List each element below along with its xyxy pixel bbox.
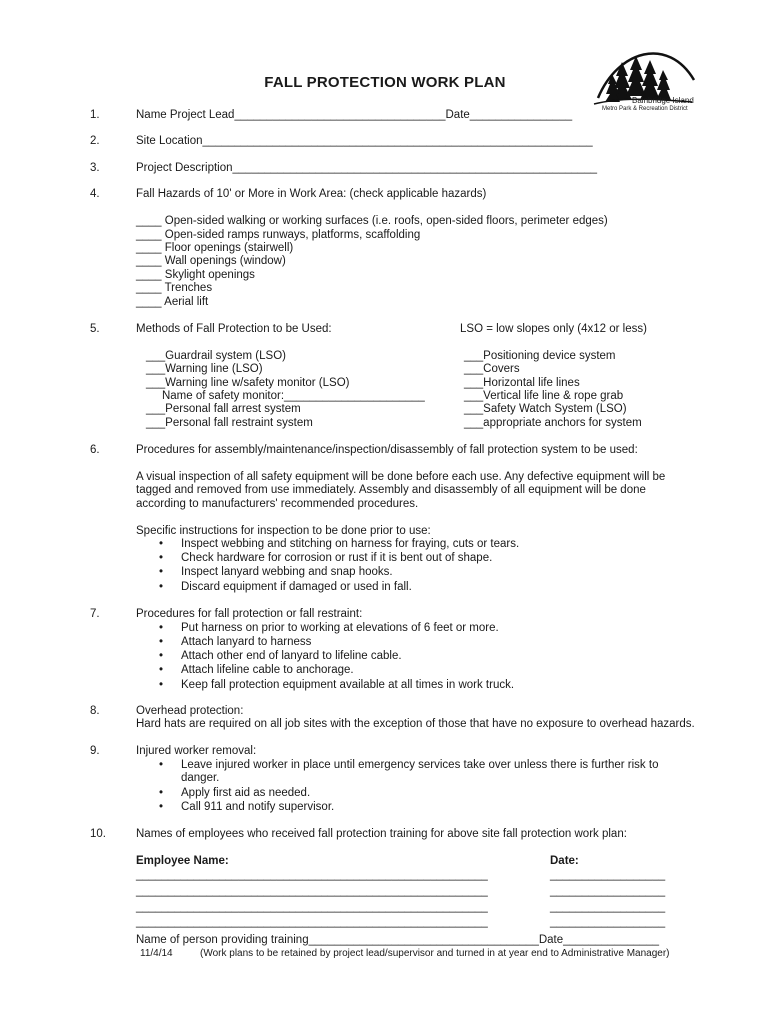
employee-name-line[interactable]: _______________________________________________________ <box>136 869 488 881</box>
bullet-mark: • <box>159 566 164 578</box>
method-checkbox[interactable]: ___Positioning device system <box>464 350 616 362</box>
hazard-checkbox[interactable]: ____ Skylight openings <box>136 269 255 281</box>
employee-name-line[interactable]: _______________________________________________________ <box>136 901 488 913</box>
bullet-mark: • <box>159 538 164 550</box>
list-item: Inspect webbing and stitching on harness for fraying, cuts or tears. <box>181 538 520 550</box>
item-number: 10. <box>90 828 106 840</box>
method-checkbox[interactable]: ___Guardrail system (LSO) <box>146 350 286 362</box>
paragraph-line: A visual inspection of all safety equipment will be done before each use. Any defective equipment will be <box>136 471 666 483</box>
bullet-mark: • <box>159 664 164 676</box>
list-item: Call 911 and notify supervisor. <box>181 801 335 813</box>
hazard-checkbox[interactable]: ____ Aerial lift <box>136 296 209 308</box>
bullet-mark: • <box>159 650 164 662</box>
hazard-checkbox[interactable]: ____ Open-sided walking or working surfaces (i.e. roofs, open-sided floors, perimeter edges) <box>136 215 608 227</box>
list-item: Attach lifeline cable to anchorage. <box>181 664 354 676</box>
list-item: Apply first aid as needed. <box>181 787 311 799</box>
procedures-heading: Procedures for assembly/maintenance/inspection/disassembly of fall protection system to be used: <box>136 444 638 456</box>
list-item: Attach other end of lanyard to lifeline cable. <box>181 650 402 662</box>
hazard-checkbox[interactable]: ____ Floor openings (stairwell) <box>136 242 294 254</box>
hazard-checkbox[interactable]: ____ Open-sided ramps runways, platforms, scaffolding <box>136 229 421 241</box>
project-lead-field[interactable]: Name Project Lead_________________________________Date________________ <box>136 109 573 121</box>
list-item: Keep fall protection equipment available at all times in work truck. <box>181 679 515 691</box>
method-checkbox[interactable]: ___Warning line (LSO) <box>146 363 263 375</box>
list-item: Put harness on prior to working at elevations of 6 feet or more. <box>181 622 499 634</box>
method-checkbox[interactable]: ___Horizontal life lines <box>464 377 580 389</box>
bullet-mark: • <box>159 581 164 593</box>
logo-name: Bainbridge Island <box>632 96 694 105</box>
item-number: 7. <box>90 608 100 620</box>
item-number: 8. <box>90 705 100 717</box>
employee-name-line[interactable]: _______________________________________________________ <box>136 916 488 928</box>
employees-heading: Names of employees who received fall protection training for above site fall protection work plan: <box>136 828 627 840</box>
list-item: Inspect lanyard webbing and snap hooks. <box>181 566 393 578</box>
method-checkbox[interactable]: ___Personal fall arrest system <box>146 403 301 415</box>
bullet-mark: • <box>159 801 164 813</box>
item-number: 5. <box>90 323 100 335</box>
item-number: 9. <box>90 745 100 757</box>
date-line[interactable]: __________________ <box>550 869 666 881</box>
list-item: Check hardware for corrosion or rust if it is bent out of shape. <box>181 552 493 564</box>
method-checkbox[interactable]: ___Personal fall restraint system <box>146 417 313 429</box>
project-description-field[interactable]: Project Description_________________________________________________________ <box>136 162 598 174</box>
fall-hazards-heading: Fall Hazards of 10' or More in Work Area: (check applicable hazards) <box>136 188 487 200</box>
method-checkbox[interactable]: ___Vertical life line & rope grab <box>464 390 624 402</box>
item-number: 3. <box>90 162 100 174</box>
date-line[interactable]: __________________ <box>550 916 666 928</box>
safety-monitor-name-field[interactable]: Name of safety monitor:______________________ <box>146 390 425 402</box>
footer-date: 11/4/14 <box>140 948 173 959</box>
hazard-checkbox[interactable]: ____ Wall openings (window) <box>136 255 286 267</box>
overhead-protection-text: Hard hats are required on all job sites with the exception of those that have no exposure to overhead hazards. <box>136 718 695 730</box>
site-location-field[interactable]: Site Location_____________________________________________________________ <box>136 135 593 147</box>
bullet-mark: • <box>159 552 164 564</box>
fall-protection-methods-heading: Methods of Fall Protection to be Used: <box>136 323 332 335</box>
method-checkbox[interactable]: ___Warning line w/safety monitor (LSO) <box>146 377 350 389</box>
employee-name-header: Employee Name: <box>136 855 229 867</box>
item-number: 2. <box>90 135 100 147</box>
worker-removal-heading: Injured worker removal: <box>136 745 257 757</box>
list-item: Discard equipment if damaged or used in fall. <box>181 581 412 593</box>
date-line[interactable]: __________________ <box>550 901 666 913</box>
trainer-field[interactable]: Name of person providing training____________________________________Date_______________ <box>136 934 660 946</box>
logo-subtitle: Metro Park & Recreation District <box>602 106 688 112</box>
bullet-mark: • <box>159 636 164 648</box>
method-checkbox[interactable]: ___appropriate anchors for system <box>464 417 642 429</box>
list-item: Attach lanyard to harness <box>181 636 312 648</box>
date-line[interactable]: __________________ <box>550 885 666 897</box>
page-title: FALL PROTECTION WORK PLAN <box>264 74 506 91</box>
paragraph-line: tagged and removed from use immediately. Assembly and disassembly of all equipment will be done <box>136 484 646 496</box>
employee-name-line[interactable]: _______________________________________________________ <box>136 885 488 897</box>
paragraph-line: according to manufacturers' recommended procedures. <box>136 498 419 510</box>
specific-instructions: Specific instructions for inspection to be done prior to use: <box>136 525 431 537</box>
item-number: 1. <box>90 109 100 121</box>
item-number: 4. <box>90 188 100 200</box>
bullet-mark: • <box>159 787 164 799</box>
list-item-continuation: danger. <box>181 772 220 784</box>
method-checkbox[interactable]: ___Covers <box>464 363 520 375</box>
hazard-checkbox[interactable]: ____ Trenches <box>136 282 213 294</box>
bullet-mark: • <box>159 622 164 634</box>
item-number: 6. <box>90 444 100 456</box>
overhead-protection-heading: Overhead protection: <box>136 705 244 717</box>
lso-note: LSO = low slopes only (4x12 or less) <box>460 323 647 335</box>
fall-restraint-heading: Procedures for fall protection or fall restraint: <box>136 608 363 620</box>
date-header: Date: <box>550 855 579 867</box>
method-checkbox[interactable]: ___Safety Watch System (LSO) <box>464 403 627 415</box>
footer-note: (Work plans to be retained by project lead/supervisor and turned in at year end to Administrative Manager) <box>200 948 670 959</box>
list-item: Leave injured worker in place until emergency services take over unless there is further risk to <box>181 759 659 771</box>
bullet-mark: • <box>159 759 164 771</box>
bullet-mark: • <box>159 679 164 691</box>
